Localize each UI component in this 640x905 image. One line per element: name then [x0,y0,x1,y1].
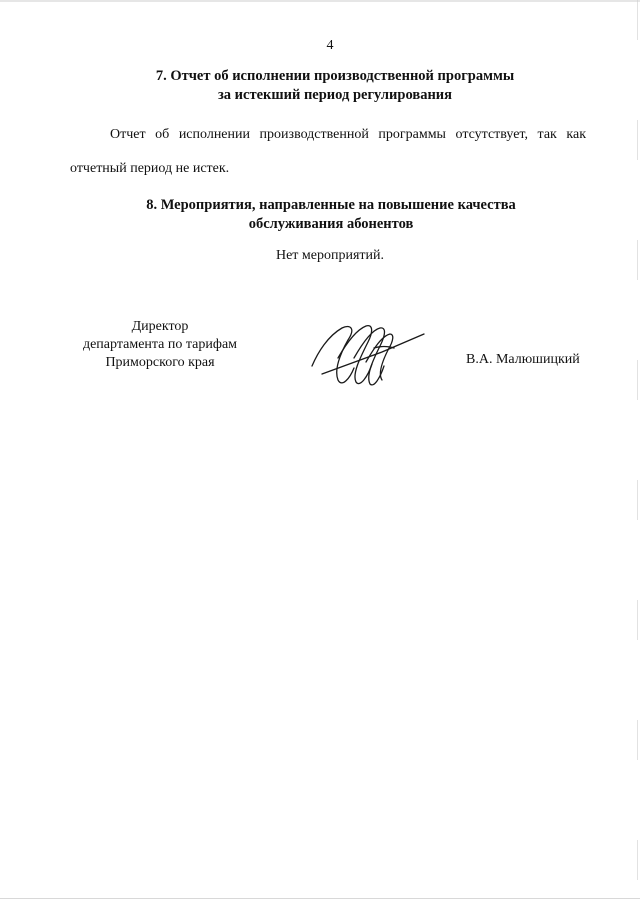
section-8-title-line1: 8. Мероприятия, направленные на повышение качества [146,197,516,213]
section-7-title-line1: 7. Отчет об исполнении производственной программы [155,68,515,84]
section-8-heading [0,196,640,234]
section-7-heading [0,67,640,105]
scan-edge-top [0,0,640,2]
signer-name: В.А. Малюшицкий [466,352,580,367]
signatory-position [70,318,250,372]
section-7-body: Отчет об исполнении производственной программы отсутствует, так как отчетный период не истек. [70,127,586,176]
scan-edge-right [637,0,638,905]
section-7-title-line2: за истекший период регулирования [217,87,453,103]
section-8-body: Нет мероприятий. [275,248,385,263]
position-line3: Приморского края [105,355,215,370]
page-number: 4 [326,38,334,53]
position-line1: Директор [131,319,189,334]
scan-edge-bottom [0,898,640,899]
handwritten-signature [308,318,426,390]
position-line2: департамента по тарифам [82,337,238,352]
section-8-title-line2: обслуживания абонентов [248,216,414,232]
